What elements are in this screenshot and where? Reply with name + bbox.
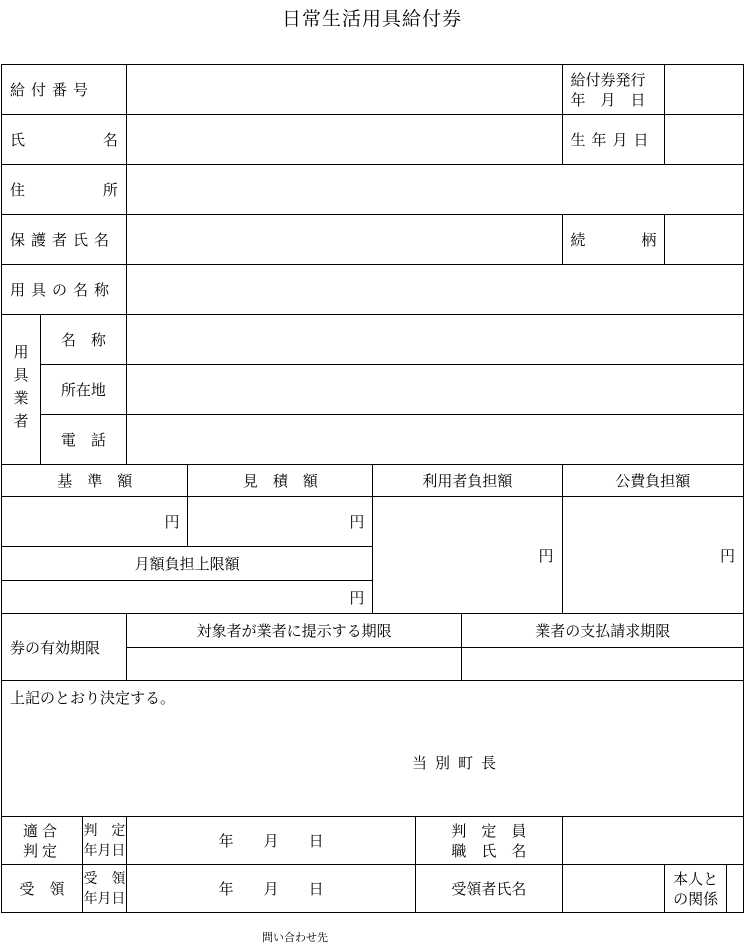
header-kohi: 公費負担額 — [562, 465, 743, 497]
label-hakko-date: 給付券発行 年 月 日 — [562, 65, 665, 115]
label-shimei: 氏 名 — [2, 115, 127, 165]
voucher-form — [1, 64, 744, 913]
page-title: 日常生活用具給付券 — [281, 8, 462, 30]
label-jusho: 住 所 — [2, 165, 127, 215]
header-mitsumori: 見 積 額 — [188, 465, 373, 497]
field-present-deadline[interactable] — [126, 648, 462, 681]
label-gyosha: 用具業者 — [2, 315, 41, 465]
field-jusho[interactable] — [126, 165, 743, 215]
field-juryo-date[interactable]: 年 月 日 — [126, 865, 415, 913]
label-birthdate: 生年月日 — [562, 115, 665, 165]
label-validity: 券の有効期限 — [2, 614, 127, 681]
label-yogu-meisho: 用具の名称 — [2, 265, 127, 315]
field-hakko-date[interactable] — [665, 65, 744, 115]
field-gyosha-meisho[interactable] — [126, 315, 743, 365]
field-yogu-meisho[interactable] — [126, 265, 743, 315]
field-kyufu-bango[interactable] — [126, 65, 562, 115]
field-kohi[interactable]: 円 — [562, 497, 743, 614]
label-juryo: 受 領 受 領 年月日 — [2, 865, 127, 913]
label-tekigo: 適合 判定 判 定 年月日 — [2, 817, 127, 865]
field-gyosha-shozaichi[interactable] — [126, 365, 743, 415]
field-receiver[interactable] — [562, 865, 665, 913]
inquiry-note: 問い合わせ先 — [262, 931, 328, 944]
field-kijun[interactable]: 円 — [2, 497, 188, 547]
label-zokugara: 続 柄 — [562, 215, 665, 265]
field-getsugaku[interactable]: 円 — [2, 581, 373, 614]
label-gyosha-meisho: 名 称 — [40, 315, 126, 365]
field-hogosha[interactable] — [126, 215, 562, 265]
field-gyosha-denwa[interactable] — [126, 415, 743, 465]
field-hantei-date[interactable]: 年 月 日 — [126, 817, 415, 865]
field-zokugara[interactable] — [665, 215, 744, 265]
field-birthdate[interactable] — [665, 115, 744, 165]
field-mitsumori[interactable]: 円 — [188, 497, 373, 547]
field-riyosha[interactable]: 円 — [373, 497, 562, 614]
header-billing-deadline: 業者の支払請求期限 — [462, 614, 744, 648]
header-present-deadline: 対象者が業者に提示する期限 — [126, 614, 462, 648]
label-hogosha: 保護者氏名 — [2, 215, 127, 265]
field-relation[interactable] — [726, 865, 743, 913]
label-gyosha-shozaichi: 所在地 — [40, 365, 126, 415]
field-shimei[interactable] — [126, 115, 562, 165]
header-riyosha: 利用者負担額 — [373, 465, 562, 497]
header-getsugaku: 月額負担上限額 — [2, 547, 373, 581]
decision-block — [2, 681, 744, 817]
label-gyosha-denwa: 電 話 — [40, 415, 126, 465]
field-hantei-staff[interactable] — [562, 817, 743, 865]
label-receiver: 受領者氏名 — [416, 865, 562, 913]
label-relation: 本人と の関係 — [665, 865, 727, 913]
label-kyufu-bango: 給付番号 — [2, 65, 127, 115]
decision-text: 上記のとおり決定する。 — [10, 689, 176, 707]
header-kijun: 基 準 額 — [2, 465, 188, 497]
label-hantei-staff: 判 定 員 職 氏 名 — [416, 817, 562, 865]
field-billing-deadline[interactable] — [462, 648, 744, 681]
official-signature: 当別町長 — [412, 754, 505, 772]
